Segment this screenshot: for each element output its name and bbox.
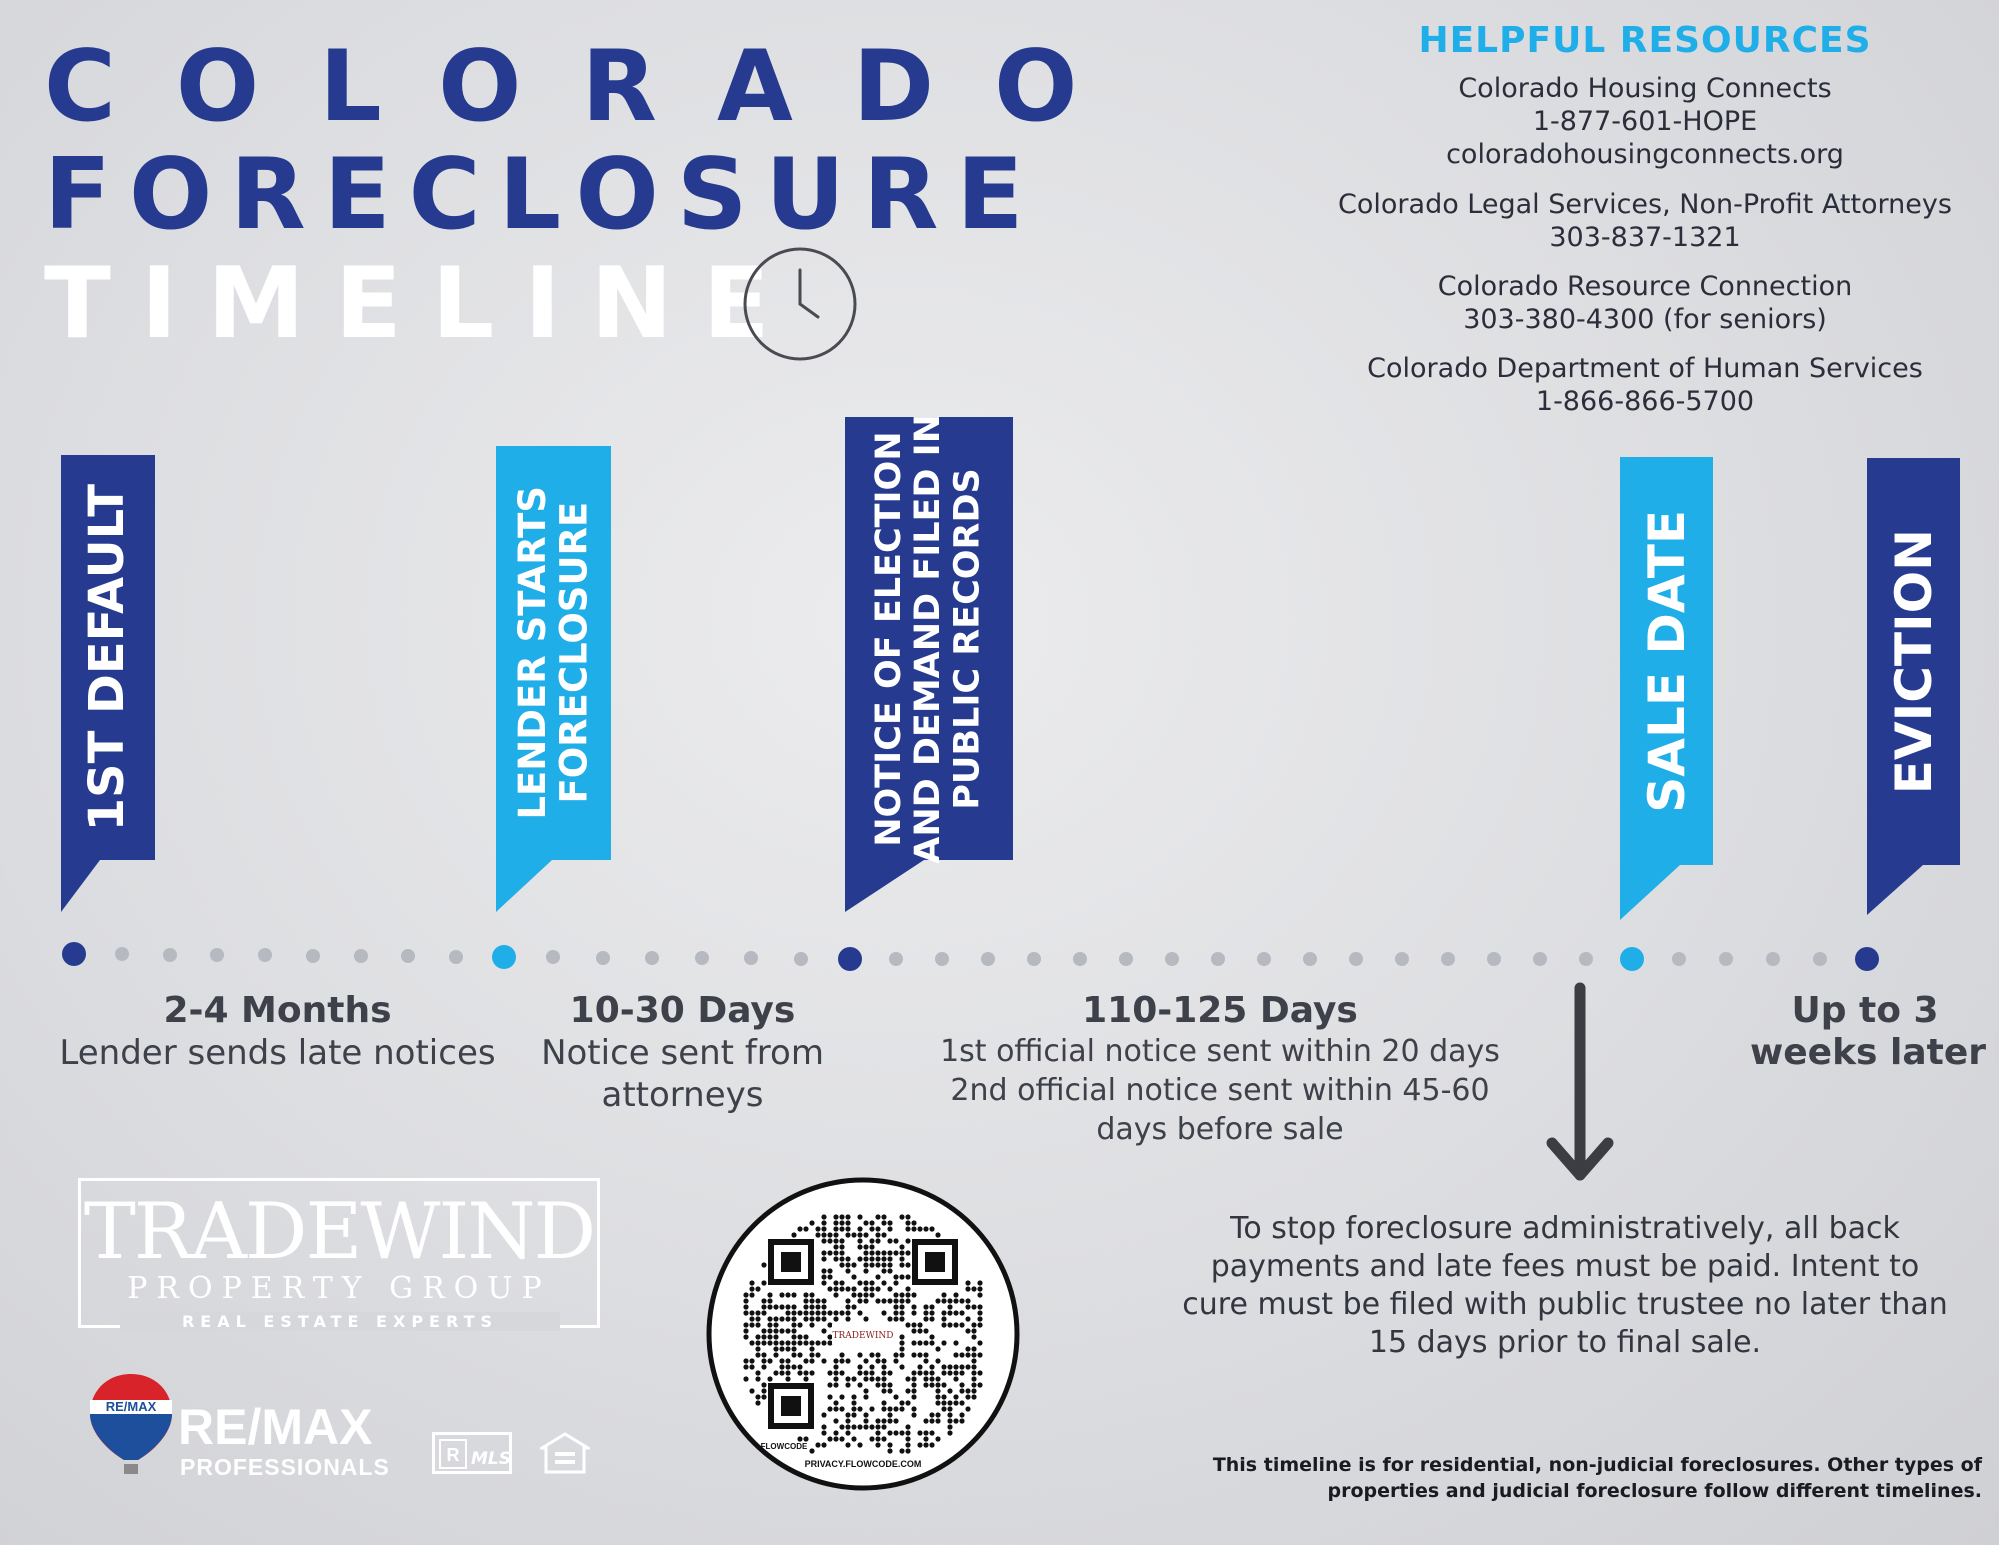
timeline-dot [1349, 952, 1363, 966]
timeline-dot [794, 952, 808, 966]
title-line-foreclosure: FORECLOSURE [44, 138, 1042, 252]
timeline-dot [1303, 952, 1317, 966]
banner-label: SALE DATE [1637, 509, 1696, 813]
resource-phone: 1-866-866-5700 [1535, 386, 1755, 417]
remax-professionals: PROFESSIONALS [180, 1454, 390, 1480]
banner-label: EVICTION [1884, 528, 1943, 795]
period-110-125-days [900, 990, 1540, 1149]
timeline-dot [210, 948, 224, 962]
timeline-dot [546, 950, 560, 964]
period-10-30-days [520, 990, 845, 1116]
realtor-r-icon [439, 1439, 467, 1469]
period-up-to-3-weeks [1750, 990, 1987, 1074]
timeline-dot [258, 948, 272, 962]
cure-note-line: payments and late fees must be paid. Intent to [1210, 1249, 1920, 1284]
remax-balloon-text: RE/MAX [105, 1399, 157, 1414]
qr-side-text: FLOWCODE [760, 1442, 808, 1451]
cure-note [1140, 1210, 1990, 1362]
tradewind-logo-subtitle: PROPERTY GROUP [127, 1271, 551, 1306]
title-line-colorado: COLORADO [44, 30, 1138, 144]
banner-label: 1ST DEFAULT [79, 483, 136, 832]
banner-label-line: NOTICE OF ELECTION [869, 430, 910, 847]
tradewind-logo-name: TRADEWIND [83, 1187, 595, 1277]
resource-phone: 303-837-1321 [1549, 222, 1741, 253]
timeline-dot [354, 949, 368, 963]
cure-note-line: cure must be filed with public trustee no later than [1182, 1287, 1948, 1322]
timeline-dot [695, 951, 709, 965]
milestone-dot [1855, 947, 1879, 971]
qr-finder-bl [768, 1383, 814, 1429]
resource-phone: 303-380-4300 (for seniors) [1463, 304, 1827, 335]
timeline-dot [1395, 952, 1409, 966]
timeline-dot [1766, 952, 1780, 966]
timeline-dot [163, 948, 177, 962]
period-description: Notice sent from [541, 1033, 824, 1073]
qr-center-logo-text: TRADEWIND [832, 1331, 894, 1341]
timeline-dot [596, 951, 610, 965]
timeline-dot [401, 949, 415, 963]
resource-phone: 1-877-601-HOPE [1532, 106, 1758, 137]
qr-finder-tr [912, 1239, 958, 1285]
resource-name: Colorado Resource Connection [1437, 271, 1853, 302]
disclaimer-line: This timeline is for residential, non-judicial foreclosures. Other types of [1212, 1454, 1982, 1476]
banner-label-line: LENDER STARTS [511, 486, 555, 820]
timeline-dot [1211, 952, 1225, 966]
resource-name: Colorado Department of Human Services [1367, 353, 1923, 384]
period-description: Lender sends late notices [59, 1033, 496, 1073]
resource-website: coloradohousingconnects.org [1446, 139, 1844, 170]
period-description: 1st official notice sent within 20 days [940, 1034, 1500, 1069]
milestone-dot [838, 947, 862, 971]
timeline-dot [981, 952, 995, 966]
banner-label-line: AND DEMAND FILED IN [908, 413, 949, 864]
timeline-dot [1487, 952, 1501, 966]
cure-note-line: 15 days prior to final sale. [1368, 1325, 1762, 1360]
tradewind-logo-tagline: REAL ESTATE EXPERTS [120, 1312, 560, 1331]
timeline-dot [935, 952, 949, 966]
milestone-dot [62, 942, 86, 966]
period-description: 2nd official notice sent within 45-60 [950, 1073, 1490, 1108]
timeline-dot [744, 951, 758, 965]
qr-finder-tl [768, 1239, 814, 1285]
mls-logo [432, 1432, 512, 1474]
timeline-dot [1119, 952, 1133, 966]
resource-name: Colorado Legal Services, Non-Profit Attorneys [1338, 189, 1952, 220]
timeline-dot [1027, 952, 1041, 966]
disclaimer-line: properties and judicial foreclosure follow different timelines. [1327, 1480, 1982, 1502]
period-description: attorneys [601, 1075, 764, 1115]
period-duration: Up to 3 [1791, 990, 1939, 1031]
timeline-dot [449, 950, 463, 964]
qr-bottom-text: PRIVACY.FLOWCODE.COM [804, 1459, 922, 1469]
timeline-dot [1257, 952, 1271, 966]
remax-balloon-icon [88, 1372, 174, 1478]
timeline-dot [1719, 952, 1733, 966]
banner-label-line: FORECLOSURE [552, 502, 596, 804]
svg-text:R: R [446, 1445, 460, 1465]
timeline-dot [1813, 952, 1827, 966]
disclaimer [1080, 1452, 1982, 1504]
title-line-timeline: TIMELINE [44, 247, 800, 361]
timeline-dot [1579, 952, 1593, 966]
timeline-dot [306, 949, 320, 963]
timeline-dot [889, 952, 903, 966]
cure-note-line: To stop foreclosure administratively, all back [1230, 1211, 1900, 1246]
remax-wordmark: RE/MAX [178, 1399, 373, 1455]
timeline-dot [1441, 952, 1455, 966]
timeline-dot [1533, 952, 1547, 966]
period-duration: 10-30 Days [569, 990, 796, 1031]
milestone-dot [492, 945, 516, 969]
timeline-dot [1672, 952, 1686, 966]
period-duration: 2-4 Months [163, 990, 392, 1031]
banner-label-line: PUBLIC RECORDS [947, 467, 988, 810]
milestone-dot [1620, 947, 1644, 971]
resources-heading: HELPFUL RESOURCES [1418, 20, 1872, 61]
down-arrow-icon [1540, 980, 1620, 1195]
timeline-dot [645, 951, 659, 965]
resource-name: Colorado Housing Connects [1458, 73, 1832, 104]
period-2-4-months [40, 990, 515, 1074]
equal-housing-icon [540, 1432, 590, 1476]
timeline-dot [1073, 952, 1087, 966]
timeline-dot [1165, 952, 1179, 966]
mls-text: MLS [471, 1449, 511, 1469]
period-duration: weeks later [1750, 1032, 1987, 1073]
flowcode-qr[interactable] [706, 1177, 1020, 1491]
period-duration: 110-125 Days [1082, 990, 1358, 1031]
timeline-dot [115, 947, 129, 961]
period-description: days before sale [1096, 1112, 1344, 1147]
